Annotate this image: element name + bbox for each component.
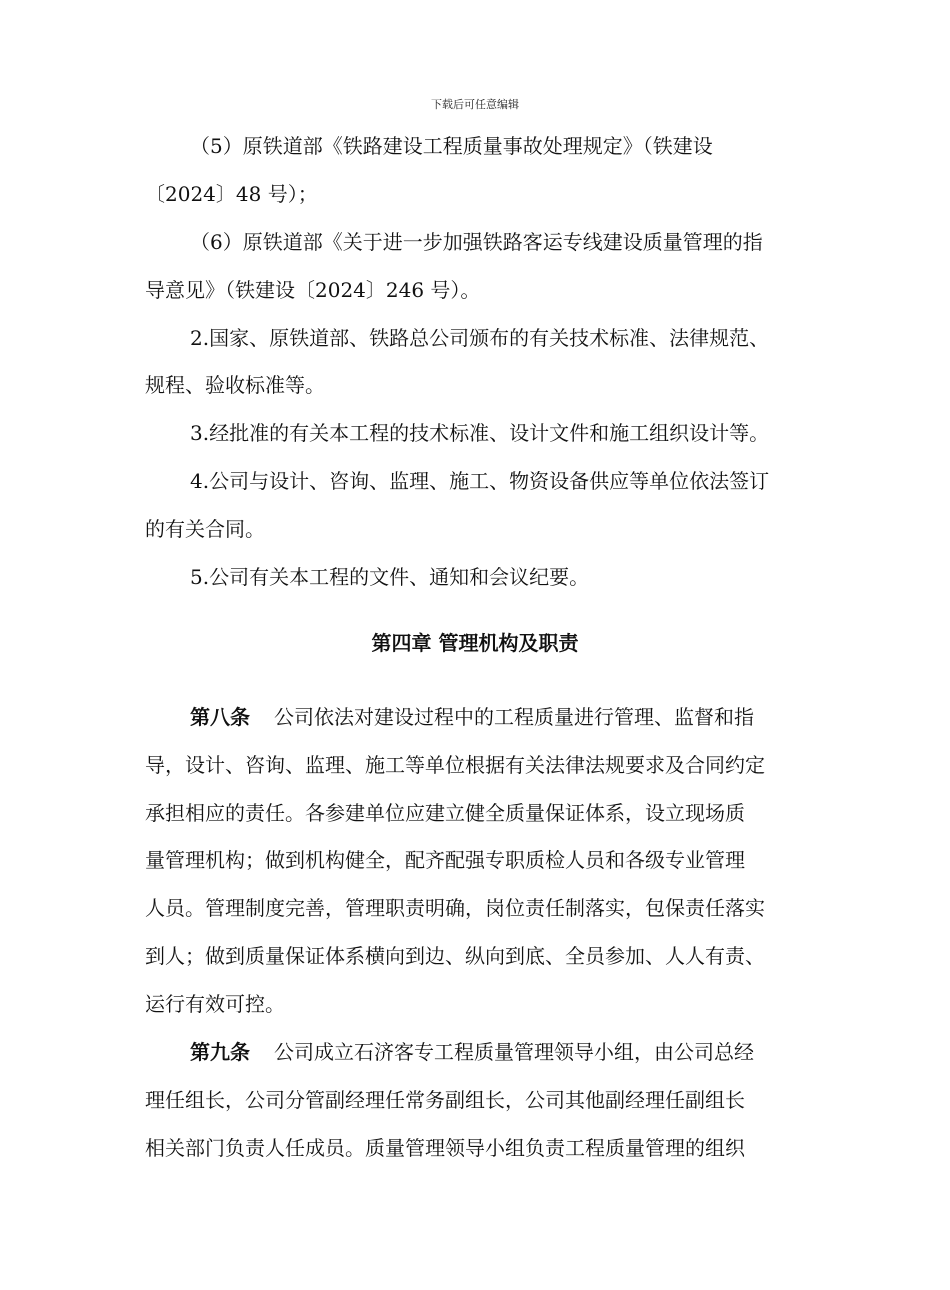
text-line: 相关部门负责人任成员。质量管理领导小组负责工程质量管理的组织 bbox=[145, 1136, 745, 1160]
text-line: 规程、验收标准等。 bbox=[145, 373, 325, 397]
text-line: （5）原铁道部《铁路建设工程质量事故处理规定》（铁建设 bbox=[190, 134, 713, 158]
text-line: 公司成立石济客专工程质量管理领导小组，由公司总经 bbox=[274, 1040, 754, 1064]
article9-label: 第九条 bbox=[190, 1040, 250, 1064]
text-line: 运行有效可控。 bbox=[145, 992, 285, 1016]
article9-first-line bbox=[190, 1039, 754, 1065]
article8-first-line bbox=[190, 704, 754, 730]
text-line: 到人；做到质量保证体系横向到边、纵向到底、全员参加、人人有责、 bbox=[145, 944, 765, 968]
text-line: 承担相应的责任。各参建单位应建立健全质量保证体系，设立现场质 bbox=[145, 801, 745, 825]
chapter-title: 第四章 管理机构及职责 bbox=[371, 631, 579, 655]
text-line: 理任组长，公司分管副经理任常务副组长，公司其他副经理任副组长 bbox=[145, 1088, 745, 1112]
text-line: （6）原铁道部《关于进一步加强铁路客运专线建设质量管理的指 bbox=[190, 230, 763, 254]
text-line: 人员。管理制度完善，管理职责明确，岗位责任制落实，包保责任落实 bbox=[145, 896, 765, 920]
text-line: 5.公司有关本工程的文件、通知和会议纪要。 bbox=[190, 565, 590, 589]
text-line: 3.经批准的有关本工程的技术标准、设计文件和施工组织设计等。 bbox=[190, 421, 770, 445]
text-line: 2.国家、原铁道部、铁路总公司颁布的有关技术标准、法律规范、 bbox=[190, 326, 770, 350]
text-line: 导意见》（铁建设〔2024〕246 号）。 bbox=[145, 278, 481, 302]
text-line: 量管理机构；做到机构健全，配齐配强专职质检人员和各级专业管理 bbox=[145, 848, 745, 872]
text-line: 导，设计、咨询、监理、施工等单位根据有关法律法规要求及合同约定 bbox=[145, 753, 765, 777]
text-line: 公司依法对建设过程中的工程质量进行管理、监督和指 bbox=[274, 705, 754, 729]
text-line: 4.公司与设计、咨询、监理、施工、物资设备供应等单位依法签订 bbox=[190, 469, 770, 493]
text-line: 的有关合同。 bbox=[145, 517, 265, 541]
article8-label: 第八条 bbox=[190, 705, 250, 729]
text-line: 〔2024〕48 号）； bbox=[145, 182, 318, 206]
page-header-note: 下载后可任意编辑 bbox=[431, 98, 519, 111]
